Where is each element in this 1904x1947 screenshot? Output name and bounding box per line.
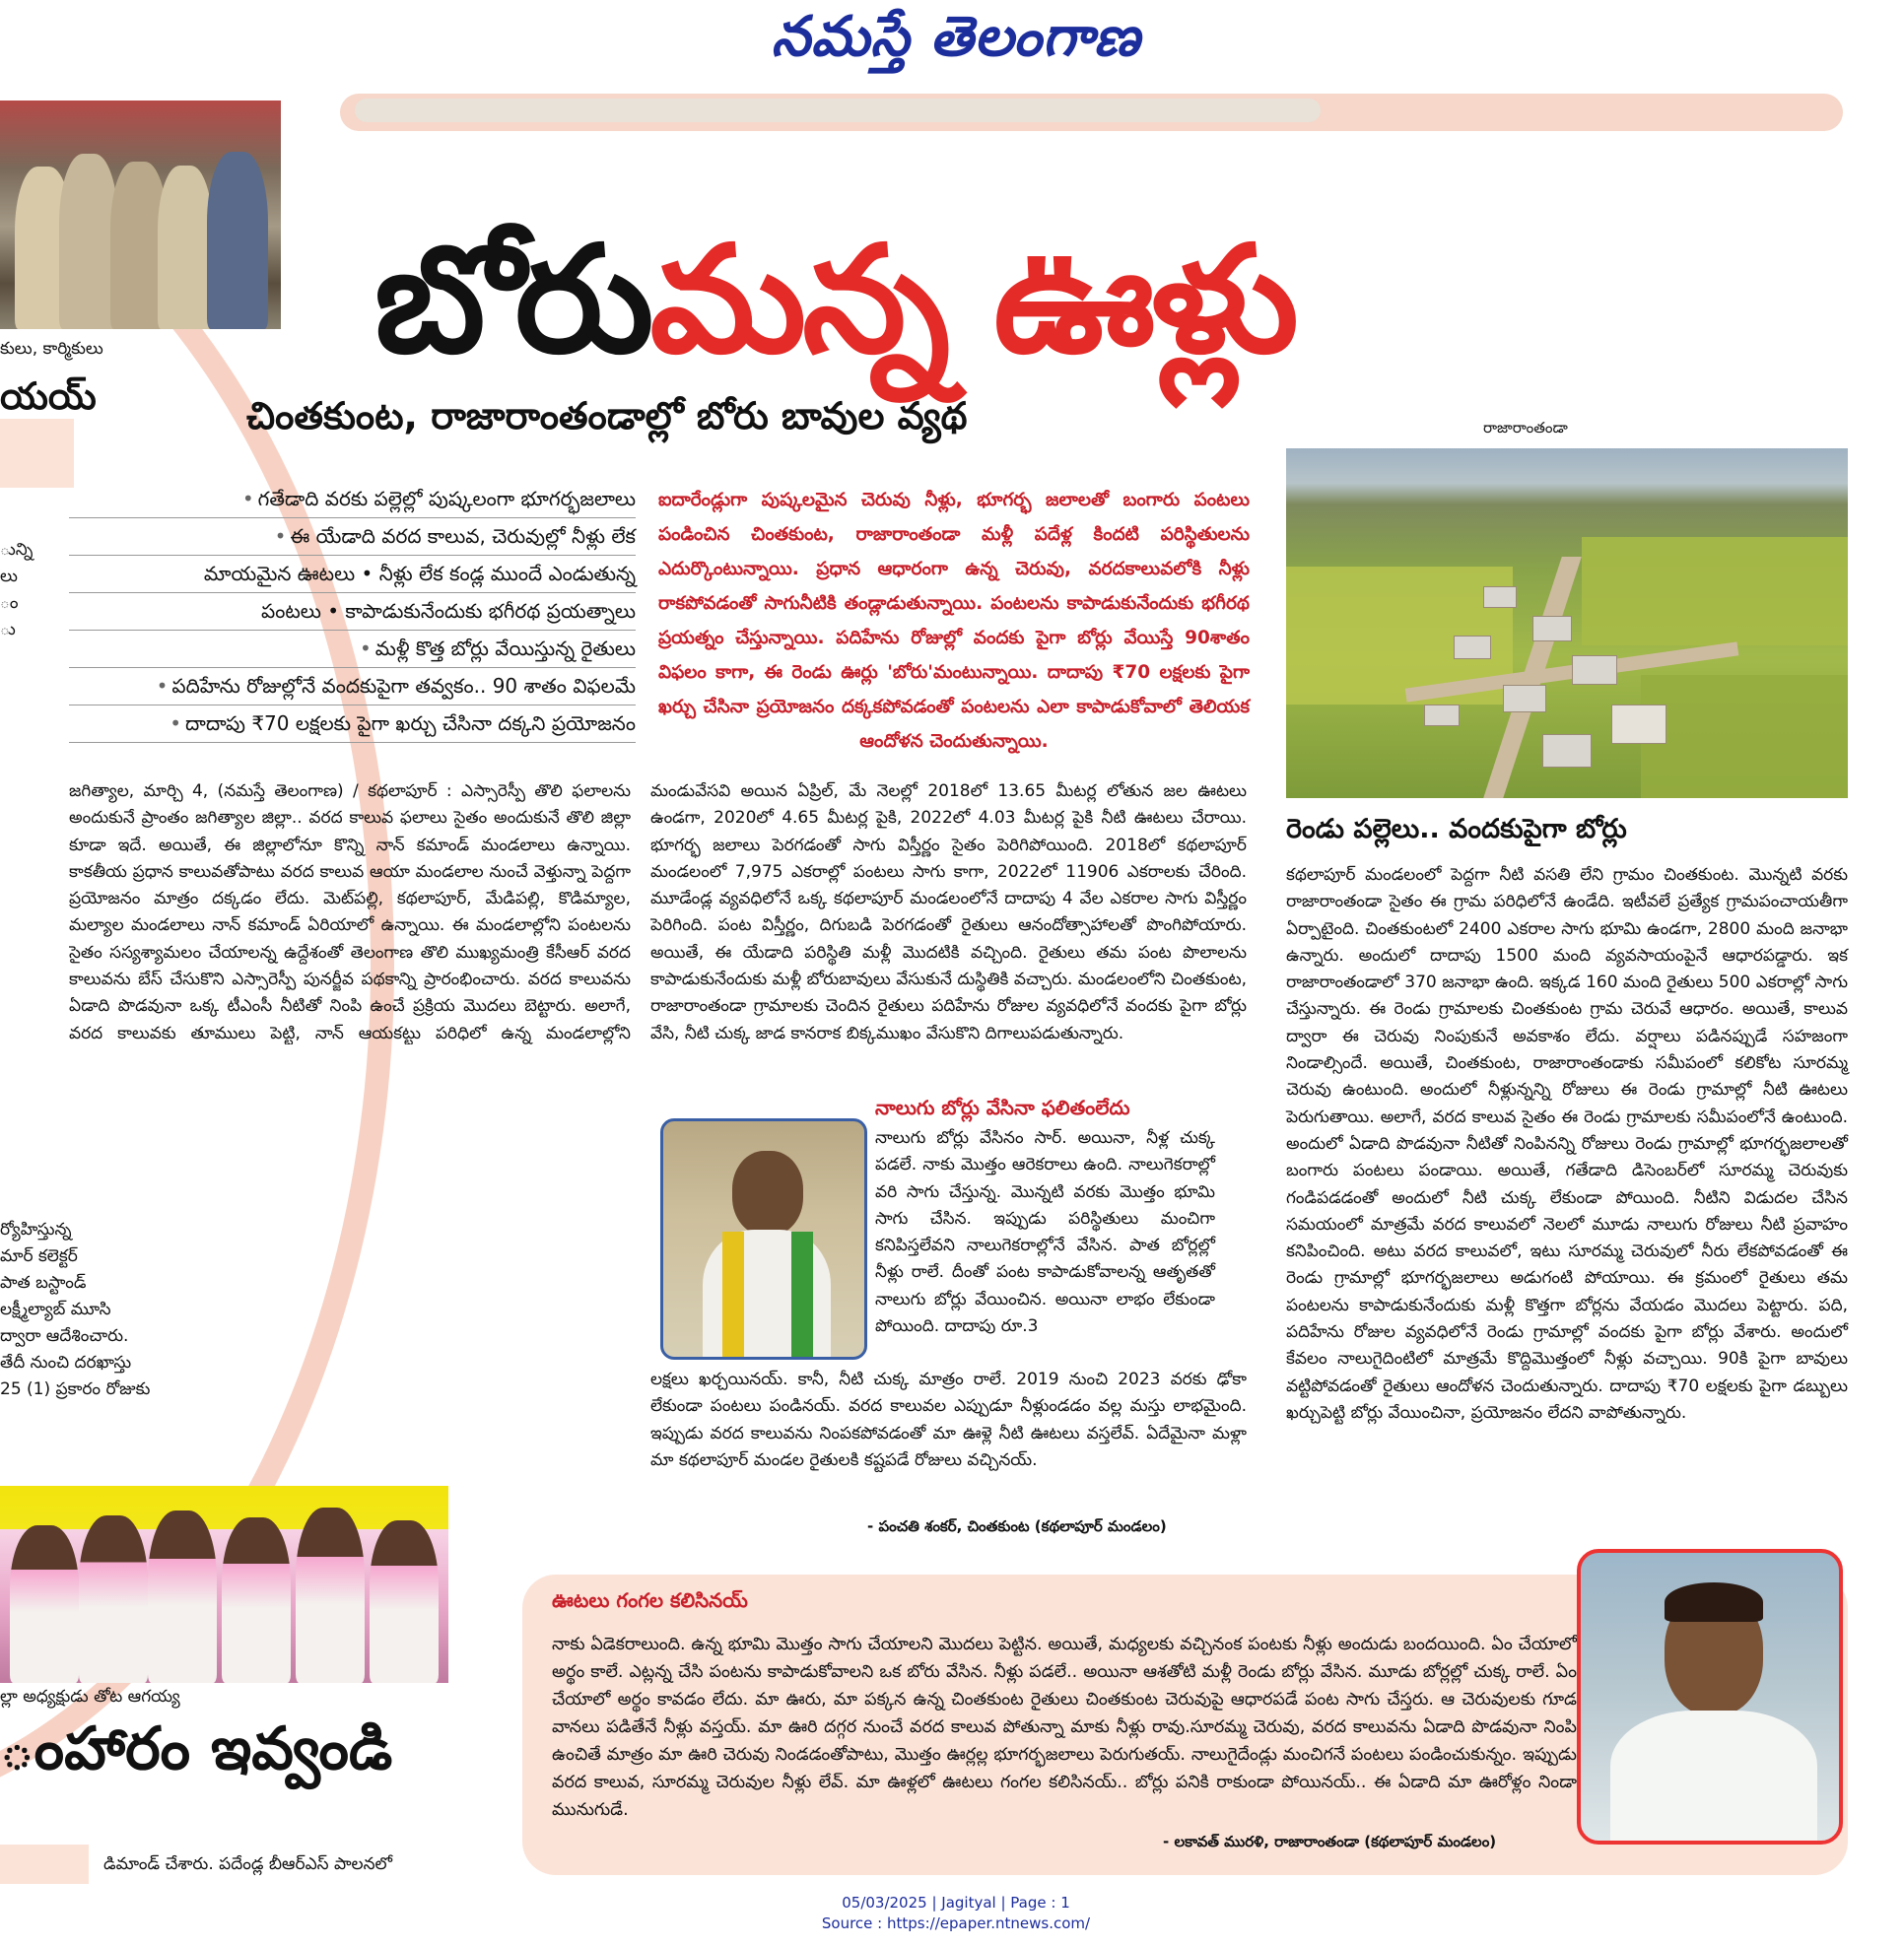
bullet-item: • ఈ యేడాది వరద కాలువ, చెరువుల్లో నీళ్లు లేక (69, 518, 636, 556)
aerial-village-photo (1286, 448, 1848, 798)
footer-date-line: 05/03/2025 | Jagityal | Page : 1 (842, 1894, 1070, 1912)
left-bottom-text: డిమాండ్ చేశారు. పదేండ్ల బీఆర్ఎస్ పాలనలో (103, 1854, 393, 1874)
article-column-1-continued (118, 1047, 631, 1520)
headline-part-black: బోరు (374, 215, 650, 386)
main-headline (374, 177, 1833, 424)
left-highlight-box (0, 419, 74, 488)
decorative-band-inner (355, 99, 1321, 122)
quote-box-1-text-continued: లక్షలు ఖర్చయినయ్. కానీ, నీటి చుక్క మాత్రం రాలే. 2019 నుంచి 2023 వరకు ఢోకా లేకుండా పంటలు పండినయ్. వరద కాలువల ఎప్పుడూ నీళ్లుండడం వల్ల మస్తు లాభమైంది. ఇప్పుడు వరద కాలువను నింపకపోవడంతో మా ఊళ్లె నీటి ఊటలు వస్తలేవ్. ఏదేమైనా మళ్లా మా కథలాపూర్ మండల రైతులకి కష్టపడే రోజులు వచ్చినయ్. (650, 1370, 1247, 1470)
sub-headline: చింతకుంట, రాజారాంతండాల్లో బోరు బావుల వ్యథ (246, 394, 968, 437)
quote-box-2-credit: - లకావత్ మురళి, రాజారాంతండా (కథలాపూర్ మండలం) (1163, 1833, 1497, 1850)
left-bottom-caption: ల్లా అధ్యక్షుడు తోట ఆగయ్య (0, 1687, 180, 1707)
bullet-item: • దాదాపు ₹70 లక్షలకు పైగా ఖర్చు చేసినా దక్కని ప్రయోజనం (69, 705, 636, 743)
masthead (0, 0, 1904, 89)
headline-part-red: మన్న ఊళ్లు (649, 215, 1295, 386)
farmer-murali-photo (1577, 1549, 1843, 1845)
bullet-item: • పదిహేను రోజుల్లోనే వందకుపైగా తవ్వకం.. 90 శాతం విఫలమే (69, 668, 636, 705)
left-bottom-headline: ంహారం ఇవ్వండి (0, 1714, 393, 1783)
left-side-text-2: ర్యోహిస్తున్న మార్ కలెక్టర్ పాత బస్టాండ్ లక్ష్మీల్యాబ్ మూసి ద్వారా ఆదేశించారు. తేదీ నుంచి దరఖాస్తు 25 (1) ప్రకారం రోజుకు (0, 1220, 151, 1399)
photo-caption: రాజారాంతండా (1483, 419, 1568, 436)
highlight-bullets (69, 481, 636, 743)
newspaper-logo: నమస్తే తెలంగాణ (771, 4, 1141, 69)
footer-source-link[interactable]: Source : https://epaper.ntnews.com/ (821, 1914, 1091, 1932)
left-bottom-box (0, 1845, 89, 1884)
left-headline-fragment: యయ్ (0, 374, 97, 418)
article-column-3: కథలాపూర్ మండలంలో పెద్దగా నీటి వసతి లేని గ్రామం చింతకుంట. మొన్నటి వరకు రాజారాంతండా సైతం ఈ గ్రామ పరిధిలోనే ఉండేది. ఇటీవలే ప్రత్యేక గ్రామపంచాయతీగా ఏర్పాటైంది. చింతకుంటలో 2400 ఎకరాల సాగు భూమి ఉండగా, 2800 మంది జనాభా ఉన్నారు. అందులో దాదాపు 1500 మంది వ్యవసాయంపైనే ఆధారపడ్డారు. ఇక రాజారాంతండాలో 370 జనాభా ఉంది. ఇక్కడ 160 మంది రైతులు 500 ఎకరాల్లో సాగు చేస్తున్నారు. ఈ రెండు గ్రామాలకు చింతకుంట గ్రామ చెరువే ఆధారం. అయితే, కాలువ ద్వారా ఈ చెరువు నింపుకునే అవకాశం లేదు. వర్షాలు పడినప్పుడే సహజంగా నిండాల్సిందే. అయితే, చింతకుంట, రాజారాంతండాకు సమీపంలో కలికోట సూరమ్మ చెరువు ఉంటుంది. అందులో నీళ్లున్నన్ని రోజులు ఈ రెండు గ్రామాల్లో నీటి ఊటలు పెరుగుతాయి. అలాగే, వరద కాలువ సైతం ఈ రెండు గ్రామాలకు సమీపంలోనే ఉంటుంది. అందులో ఏడాది పొడవునా నీటితో నింపినన్ని రోజులు రెండు గ్రామాల్లో భూగర్భజలాలతో బంగారు పంటలు పండాయి. అయితే, గతేడాది డిసెంబర్‌లో సూరమ్మ చెరువుకు గండిపడడంతో అందులో నీటి చుక్క లేకుండా పోయింది. నీటిని విడుదల చేసిన సమయంలో మాత్రమే వరద కాలువలో నెలలో మూడు నాలుగు రోజులు నీటి ప్రవాహం కనిపించింది. అటు వరద కాలువలో, ఇటు సూరమ్మ చెరువులో నీరు లేకపోవడంతో ఈ రెండు గ్రామాల్లో భూగర్భజలాలు అడుగంటి పోయాయి. ఈ క్రమంలో రైతులు తమ పంటలను కాపాడుకునేందుకు మళ్లీ కొత్తగా బోర్లను వేయడం మొదలు పెట్టారు. పది, పదిహేను రోజుల వ్యవధిలోనే రెండు గ్రామాల్లో వందకు పైగా బోర్లు వేశారు. అందులో కేవలం నాలుగైదింటిలో మాత్రమే కొద్దిమొత్తంలో నీళ్లు వచ్చాయి. 90కి పైగా బావులు వట్టిపోవడంతో రైతులు ఆందోళన చెందుతున్నారు. దాదాపు ₹70 లక్షలకు పైగా డబ్బులు ఖర్చుపెట్టి బోర్లు వేయించినా, ప్రయోజనం లేదని వాపోతున్నారు. (1286, 865, 1848, 1423)
intro-paragraph: ఐదారేండ్లుగా పుష్కలమైన చెరువు నీళ్లు, భూగర్భ జలాలతో బంగారు పంటలు పండించిన చింతకుంట, రాజారాంతండా మళ్లీ పదేళ్ల కిందటి పరిస్థితులను ఎదుర్కొంటున్నాయి. ప్రధాన ఆధారంగా ఉన్న చెరువు, వరదకాలువలోకి నీళ్లు రాకపోవడంతో సాగునీటికి తండ్లాడుతున్నాయి. పంటలను కాపాడుకునేందుకు భగీరథ ప్రయత్నం చేస్తున్నాయి. పదిహేను రోజుల్లో వందకు పైగా బోర్లు వేయిస్తే 90శాతం విఫలం కాగా, ఈ రెండు ఊర్లు 'బోరు'మంటున్నాయి. దాదాపు ₹70 లక్షలకు పైగా ఖర్చు చేసినా ప్రయోజనం దక్కకపోవడంతో పంటలను ఎలా కాపాడుకోవాలో తెలియక ఆందోళన చెందుతున్నాయి. (658, 490, 1250, 752)
bullet-item: మాయమైన ఊటలు • నీళ్లు లేక కండ్ల ముందే ఎండుతున్న (69, 556, 636, 593)
quote-box-1-title: నాలుగు బోర్లు వేసినా ఫలితంలేదు (875, 1096, 1130, 1119)
quote-box-1-text: నాలుగు బోర్లు వేసినం సార్. అయినా, నీళ్ల చుక్క పడలే. నాకు మొత్తం ఆరెకరాలు ఉంది. నాలుగెకరాల్లో వరి సాగు చేస్తున్న. మొన్నటి వరకు మొత్తం భూమి సాగు చేసిన. ఇప్పుడు పరిస్థితులు మంచిగా కనిపిస్తలేవని నాలుగెకరాల్లోనే వేసిన. పాత బోర్లల్లో నీళ్లు రాలే. దీంతో పంట కాపాడుకోవాలన్న ఆతృతతో నాలుగు బోర్లు వేయించిన. అయినా లాభం లేకుండా పోయింది. దాదాపు రూ.3 (875, 1128, 1215, 1337)
bullet-item: • గతేడాది వరకు పల్లెల్లో పుష్కలంగా భూగర్భజలాలు (69, 481, 636, 518)
article-column-1: జగిత్యాల, మార్చి 4, (నమస్తే తెలంగాణ) / కథలాపూర్ : ఎస్సారెస్పీ తొలి ఫలాలను అందుకునే ప్రాంతం జగిత్యాల జిల్లా.. వరద కాలువ ఫలాలు సైతం అందుకునే తొలి జిల్లా కూడా ఇదే. అయితే, ఈ జిల్లాలోనూ కొన్ని నాన్ కమాండ్ మండలాలు ఉన్నాయి. కాకతీయ ప్రధాన కాలువతోపాటు వరద కాలువ ఆయా మండలాల నుంచే వెళ్తున్నా పెద్దగా ప్రయోజనం మాత్రం దక్కడం లేదు. మెట్‌పల్లి, కథలాపూర్, మేడిపల్లి, కొడిమ్యాల, మల్యాల మండలాలు నాన్ కమాండ్ ఏరియాలో ఉన్నాయి. ఈ మండలాల్లోని పంటలను సైతం సస్యశ్యామలం చేయాలన్న ఉద్దేశంతో తెలంగాణ తొలి ముఖ్యమంత్రి కేసీఆర్ వరద కాలువను బేస్ చేసుకొని ఎస్సారెస్పీ పునర్జీవ పథకాన్ని ప్రారంభించారు. వరద కాలువను ఏడాది పొడవునా ఒక్క టీఎంసీ నీటితో నింపి ఉంచే ప్రక్రియ మొదలు బెట్టారు. అలాగే, వరద కాలువకు తూములు పెట్టి, నాన్ ఆయకట్టు పరిధిలో ఉన్న మండలాల్లోని (69, 781, 631, 1043)
article-column-2: మండువేసవి అయిన ఏప్రిల్, మే నెలల్లో 2018లో 13.65 మీటర్ల లోతున జల ఊటలు ఉండగా, 2020లో 4.65 మీటర్ల పైకి, 2022లో 4.03 మీటర్ల పైకి నీటి ఊటలు చేరాయి. భూగర్భ జలాలు పెరగడంతో సాగు విస్తీర్ణం సైతం పెరిగిపోయింది. 2018లో కథలాపూర్ మండలంలో 7,975 ఎకరాల్లో పంటలు సాగు కాగా, 2022లో 11906 ఎకరాలకు చేరింది. మూడేండ్ల వ్యవధిలోనే ఒక్క కథలాపూర్ మండలంలోనే దాదాపు 4 వేల ఎకరాల సాగు విస్తీర్ణం పెరిగింది. పంట విస్తీర్ణం, దిగుబడి పెరగడంతో రైతులు ఆనందోత్సాహాలతో పొంగిపోయారు. అయితే, ఈ యేడాది పరిస్థితి మళ్లీ మొదటికి వచ్చింది. రైతులు తమ పంట పొలాలను కాపాడుకునేందుకు మళ్లీ బోరుబావులు వేసుకునే దుస్థితికి వచ్చారు. మండలంలోని చింతకుంట, రాజారాంతండా గ్రామాలకు చెందిన రైతులు పదిహేను రోజుల వ్యవధిలోనే వందకు పైగా బోర్లు వేసి, నీటి చుక్క జాడ కానరాక బిక్కముఖం వేసుకొని దిగాలుపడుతున్నారు. (650, 781, 1247, 1043)
section-heading: రెండు పల్లెలు.. వందకుపైగా బోర్లు (1286, 814, 1627, 844)
quote-box-2-title: ఊటలు గంగల కలిసినయ్ (552, 1588, 748, 1612)
bullet-item: పంటలు • కాపాడుకునేందుకు భగీరథ ప్రయత్నాలు (69, 593, 636, 631)
left-protest-photo (0, 101, 281, 329)
quote-box-2-text: నాకు ఏడెకరాలుంది. ఉన్న భూమి మొత్తం సాగు చేయాలని మొదలు పెట్టిన. అయితే, మధ్యలకు వచ్చినంక పంటకు నీళ్లు అందుడు బందయింది. ఏం చేయాలో అర్థం కాలే. ఎట్లన్న చేసి పంటను కాపాడుకోవాలని ఒక బోరు వేసిన. నీళ్లు పడలే.. అయినా ఆశతోటి మళ్లీ రెండు బోర్లు వేసిన. మూడు బోర్లల్లో చుక్క రాలే. ఏం చేయాలో అర్థం కావడం లేదు. మా ఊరు, మా పక్కన ఉన్న చింతకుంట రైతులు చింతకుంట చెరువుపై ఆధారపడే పంట సాగు చేస్తరు. ఆ చెరువులకు గూడ వానలు పడితేనే నీళ్లు వస్తయ్. మా ఊరి దగ్గర నుంచే వరద కాలువ పోతున్నా మాకు నీళ్లు రావు.సూరమ్మ చెరువు, వరద కాలువను ఏడాది పొడవునా నింపి ఉంచితే మాత్రం మా ఊరి చెరువు నిండడంతోపాటు, మొత్తం ఊర్లల్ల భూగర్భజలాలు పెరుగుతయ్. నాలుగైదేండ్లు మంచిగనే పంటలు పండించుకున్నం. ఇప్పుడు వరద కాలువ, సూరమ్మ చెరువుల నీళ్లు లేవ్. మా ఊళ్లలో ఊటలు గంగల కలిసినయ్.. బోర్లు పనికి రాకుండా పోయినయ్.. ఈ ఏడాది మా ఊరోళ్లం నిండా మునుగుడే. (552, 1635, 1577, 1820)
quote-box-1-credit: - పంచతి శంకర్, చింతకుంట (కథలాపూర్ మండలం) (867, 1517, 1167, 1535)
farmer-shankar-photo (660, 1118, 867, 1360)
left-side-text-1: ున్ని లు ం ు (0, 540, 34, 639)
bullet-item: • మళ్లీ కొత్త బోర్లు వేయిస్తున్న రైతులు (69, 631, 636, 668)
left-photo-caption: కులు, కార్మికులు (0, 339, 103, 359)
